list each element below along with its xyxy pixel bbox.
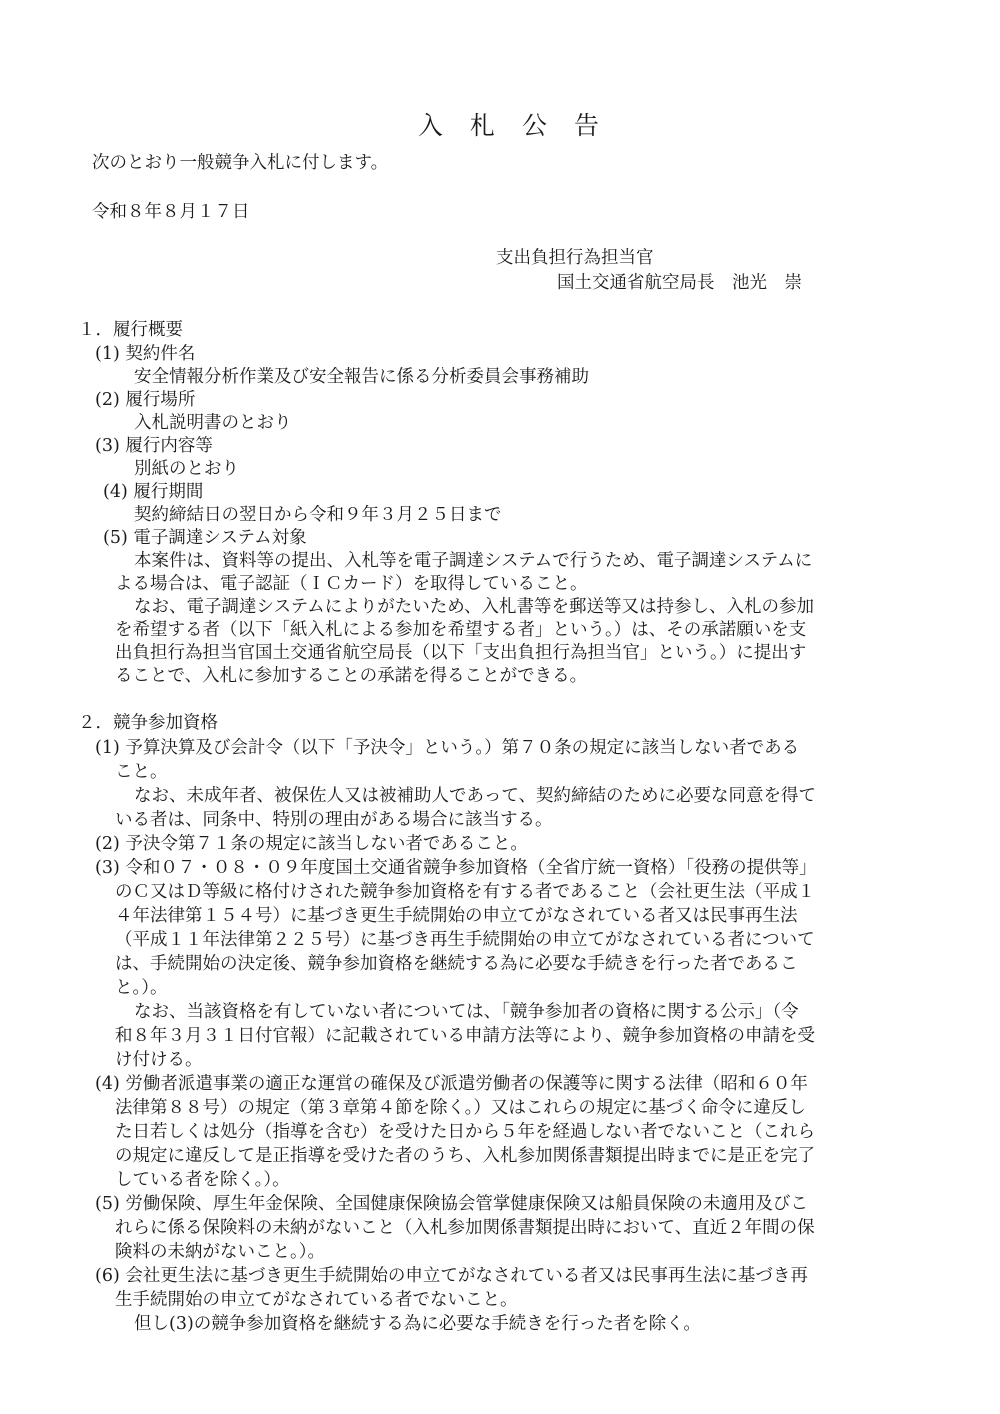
section2-item2-line: (2) 予決令第７１条の規定に該当しない者であること。 <box>95 834 528 854</box>
section2-item5-line: 険料の未納がないこと。）。 <box>115 1242 325 1262</box>
section2-item3-line: け付ける。 <box>115 1050 203 1070</box>
section2-item1-line: (1) 予算決算及び会計令（以下「予決令」という。）第７０条の規定に該当しない者である <box>95 738 800 758</box>
issuer-name: 国土交通省航空局長 池光 崇 <box>557 273 802 293</box>
section2-item3-line: ４年法律第１５４号）に基づき更生手続開始の申立てがなされている者又は民事再生法 <box>115 906 798 926</box>
section1-item3-label: (3) 履行内容等 <box>95 436 213 456</box>
section2-item3-line: と。）。 <box>115 978 168 998</box>
section1-item1-text: 安全情報分析作業及び安全報告に係る分析委員会事務補助 <box>134 367 589 387</box>
section2-item5-line: れらに係る保険料の未納がないこと（入札参加関係書類提出時において、直近２年間の保 <box>115 1218 815 1238</box>
title-char: 告 <box>573 111 599 140</box>
section2-heading: ２．競争参加資格 <box>78 713 218 733</box>
section2-item3-line: は、手続開始の決定後、競争参加資格を継続する為に必要な手続きを行った者であるこ <box>115 954 798 974</box>
section2-item4-line: の規定に違反して是正指導を受けた者のうち、入札参加関係書類提出時までに是正を完了 <box>115 1146 815 1166</box>
section2-item6-line: (6) 会社更生法に基づき更生手続開始の申立てがなされている者又は民事再生法に基づき再 <box>95 1266 808 1286</box>
section2-item3-line: （平成１１年法律第２２５号）に基づき再生手続開始の申立てがなされている者について <box>115 930 815 950</box>
section1-item5-line: 本案件は、資料等の提出、入札等を電子調達システムで行うため、電子調達システムに <box>134 551 813 571</box>
section1-item5-line: ることで、入札に参加することの承諾を得ることができる。 <box>115 666 588 686</box>
notice-date: 令和８年８月１７日 <box>92 202 250 222</box>
section2-item5-line: (5) 労働保険、厚生年金保険、全国健康保険協会管掌健康保険又は船員保険の未適用及びこ <box>95 1194 808 1214</box>
section1-item4-label: (4) 履行期間 <box>103 482 204 502</box>
section1-item2-text: 入札説明書のとおり <box>134 413 292 433</box>
section2-item3-line: (3) 令和０７・０８・０９年度国土交通省競争参加資格（全省庁統一資格）「役務の提供等」 <box>95 858 817 878</box>
title-char: 公 <box>521 111 547 140</box>
section1-item4-text: 契約締結日の翌日から令和９年３月２５日まで <box>134 505 502 525</box>
page-title <box>402 88 626 138</box>
section2-item3-line: なお、当該資格を有していない者については、「競争参加者の資格に関する公示」（令 <box>134 1002 799 1022</box>
section1-item2-label: (2) 履行場所 <box>95 390 196 410</box>
section1-item5-line: よる場合は、電子認証（ＩＣカード）を取得していること。 <box>115 574 588 594</box>
section1-item5-line: を希望する者（以下「紙入札による参加を希望する者」という。）は、その承諾願いを支 <box>115 620 807 640</box>
section2-item4-line: た日若しくは処分（指導を含む）を受けた日から５年を経過しない者でないこと（これら <box>115 1122 815 1142</box>
section1-item3-text: 別紙のとおり <box>134 459 239 479</box>
section2-item3-line: のＣ又はＤ等級に格付けされた競争参加資格を有する者であること（会社更生法（平成１ <box>115 882 815 902</box>
section2-item1-line: なお、未成年者、被保佐人又は被補助人であって、契約締結のために必要な同意を得て <box>134 786 816 806</box>
section2-item4-line: している者を除く。）。 <box>115 1170 290 1190</box>
section2-item4-line: (4) 労働者派遣事業の適正な運営の確保及び派遣労働者の保護等に関する法律（昭和６０年 <box>95 1074 808 1094</box>
section1-item5-line: 出負担行為担当官国土交通省航空局長（以下「支出負担行為担当官」という。）に提出す <box>115 643 807 663</box>
section2-item1-line: こと。 <box>115 762 168 782</box>
section2-item4-line: 法律第８８号）の規定（第３章第４節を除く。）又はこれらの規定に基づく命令に違反し <box>115 1098 806 1118</box>
issuer-role: 支出負担行為担当官 <box>496 248 654 268</box>
intro-text: 次のとおり一般競争入札に付します。 <box>92 153 389 173</box>
section1-item5-label: (5) 電子調達システム対象 <box>103 528 307 548</box>
section1-heading: １．履行概要 <box>78 320 183 340</box>
section2-item3-line: 和８年３月３１日付官報）に記載されている申請方法等により、競争参加資格の申請を受 <box>115 1026 815 1046</box>
section1-item1-label: (1) 契約件名 <box>95 344 196 364</box>
title-char: 入 <box>417 111 443 140</box>
section2-item1-line: いる者は、同条中、特別の理由がある場合に該当する。 <box>115 810 553 830</box>
section2-item6-line: 但し(3)の競争参加資格を継続する為に必要な手続きを行った者を除く。 <box>134 1314 701 1334</box>
title-char: 札 <box>469 111 495 140</box>
section2-item6-line: 生手続開始の申立てがなされている者でないこと。 <box>115 1290 518 1310</box>
section1-item5-line: なお、電子調達システムによりがたいため、入札書等を郵送等又は持参し、入札の参加 <box>134 597 815 617</box>
